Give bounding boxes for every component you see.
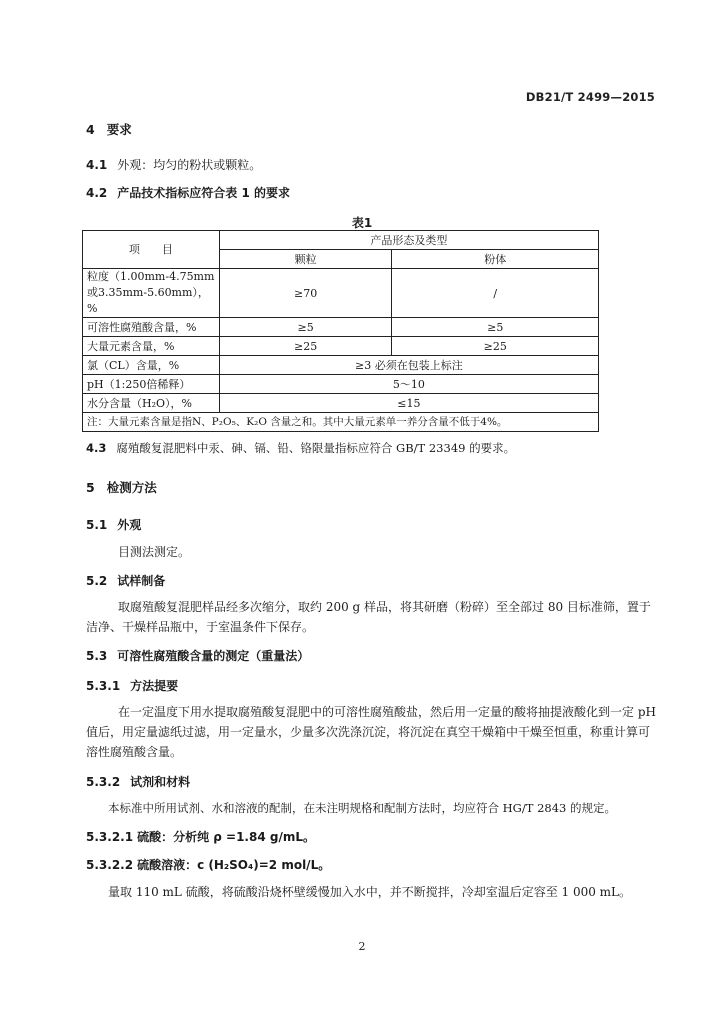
table-note: 注：大量元素含量是指N、P₂O₅、K₂O 含量之和。其中大量元素单一养分含量不低于4%。 xyxy=(83,413,599,432)
clause-number: 4.1 xyxy=(86,158,108,172)
row-item-cell: 大量元素含量，% xyxy=(83,337,220,356)
section-number: 5 xyxy=(86,480,95,495)
section-title: 要求 xyxy=(106,122,132,137)
clause-number: 5.3.2.1 xyxy=(86,830,134,844)
row-item-cell: pH（1:250倍稀释） xyxy=(83,375,220,394)
row-item-cell: 水分含量（H₂O），% xyxy=(83,394,220,413)
table-row xyxy=(83,337,599,356)
table-caption: 表1 xyxy=(351,216,373,230)
clause-4-3 xyxy=(86,440,515,456)
table-row xyxy=(83,318,599,337)
row-powder-cell: ≥5 xyxy=(392,318,599,337)
clause-number: 5.3.1 xyxy=(86,679,121,693)
clause-title: 可溶性腐殖酸含量的测定（重量法） xyxy=(117,649,310,663)
clause-5-3-1 xyxy=(86,677,178,694)
clause-text: 腐殖酸复混肥料中汞、砷、镉、铅、铬限量指标应符合 GB/T 23349 的要求。 xyxy=(116,441,516,455)
clause-5-1 xyxy=(86,516,141,533)
clause-5-3-2-2 xyxy=(86,856,330,873)
clause-5-3-2 xyxy=(86,773,190,790)
section-number: 4 xyxy=(86,122,95,137)
clause-4-1 xyxy=(86,156,261,173)
clause-number: 5.2 xyxy=(86,574,108,588)
clause-5-3 xyxy=(86,647,309,664)
header-powder-cell: 粉体 xyxy=(392,250,599,269)
clause-number: 5.3 xyxy=(86,649,108,663)
clause-5-3-2-2-text: 量取 110 mL 硫酸，将硫酸沿烧杯壁缓慢加入水中，并不断搅拌，冷却室温后定容至 1 000 mL。 xyxy=(108,885,632,899)
row-granule-cell: ≥5 xyxy=(219,318,392,337)
clause-number: 5.3.2.2 xyxy=(86,858,134,872)
row-item-cell: 可溶性腐殖酸含量，% xyxy=(83,318,220,337)
spec-table xyxy=(82,230,599,432)
clause-number: 4.3 xyxy=(86,441,107,455)
row-granule-cell: ≥25 xyxy=(219,337,392,356)
table-header-row xyxy=(83,231,599,250)
section-5-heading xyxy=(86,478,157,496)
row-merged-cell: 5～10 xyxy=(219,375,598,394)
row-item-cell: 粒度（1.00mm-4.75mm或3.35mm-5.60mm），% xyxy=(83,269,220,318)
section-title: 检测方法 xyxy=(106,480,157,495)
clause-5-2 xyxy=(86,572,165,589)
header-granule-cell: 颗粒 xyxy=(219,250,392,269)
clause-title: 试剂和材料 xyxy=(130,775,191,789)
clause-4-2 xyxy=(86,184,290,201)
clause-5-3-2-text: 本标准中所用试剂、水和溶液的配制，在未注明规格和配制方法时，均应符合 HG/T 2843 的规定。 xyxy=(108,801,616,815)
clause-title: 方法提要 xyxy=(130,679,179,693)
row-merged-cell: ≤15 xyxy=(219,394,598,413)
row-granule-cell: ≥70 xyxy=(219,269,392,318)
header-group-cell: 产品形态及类型 xyxy=(219,231,598,250)
clause-title: 外观 xyxy=(117,518,142,532)
clause-number: 5.3.2 xyxy=(86,775,121,789)
clause-title: 产品技术指标应符合表 1 的要求 xyxy=(117,186,290,200)
table-row xyxy=(83,394,599,413)
standard-code: DB21/T 2499—2015 xyxy=(525,90,655,104)
table-row xyxy=(83,375,599,394)
clause-number: 5.1 xyxy=(86,518,108,532)
row-item-cell: 氯（CL）含量，% xyxy=(83,356,220,375)
clause-text: 硫酸溶液：c (H₂SO₄)=2 mol/L。 xyxy=(137,858,331,872)
section-4-heading xyxy=(86,120,132,138)
clause-5-2-text: 取腐殖酸复混肥样品经多次缩分，取约 200 g 样品，将其研磨（粉碎）至全部过 80 目标准筛，置于洁净、干燥样品瓶中，于室温条件下保存。 xyxy=(86,600,651,634)
header-item-cell: 项 目 xyxy=(83,231,220,269)
table-note-row xyxy=(83,413,599,432)
clause-number: 4.2 xyxy=(86,186,108,200)
clause-5-3-1-text: 在一定温度下用水提取腐殖酸复混肥中的可溶性腐殖酸盐，然后用一定量的酸将抽提液酸化到一定 pH 值后，用定量滤纸过滤，用一定量水，少量多次洗涤沉淀，将沉淀在真空干燥箱中干燥至恒重，称重计算可溶性腐殖酸含量。 xyxy=(86,705,656,759)
clause-5-1-text: 目测法测定。 xyxy=(118,545,191,559)
clause-5-3-2-1 xyxy=(86,828,315,845)
table-row xyxy=(83,356,599,375)
clause-title: 试样制备 xyxy=(117,574,166,588)
row-powder-cell: / xyxy=(392,269,599,318)
clause-text: 外观：均匀的粉状或颗粒。 xyxy=(117,158,262,172)
page-number: 2 xyxy=(358,940,366,953)
row-powder-cell: ≥25 xyxy=(392,337,599,356)
table-row xyxy=(83,269,599,318)
row-merged-cell: ≥3 必须在包装上标注 xyxy=(219,356,598,375)
clause-text: 硫酸：分析纯 ρ =1.84 g/mL。 xyxy=(137,830,315,844)
